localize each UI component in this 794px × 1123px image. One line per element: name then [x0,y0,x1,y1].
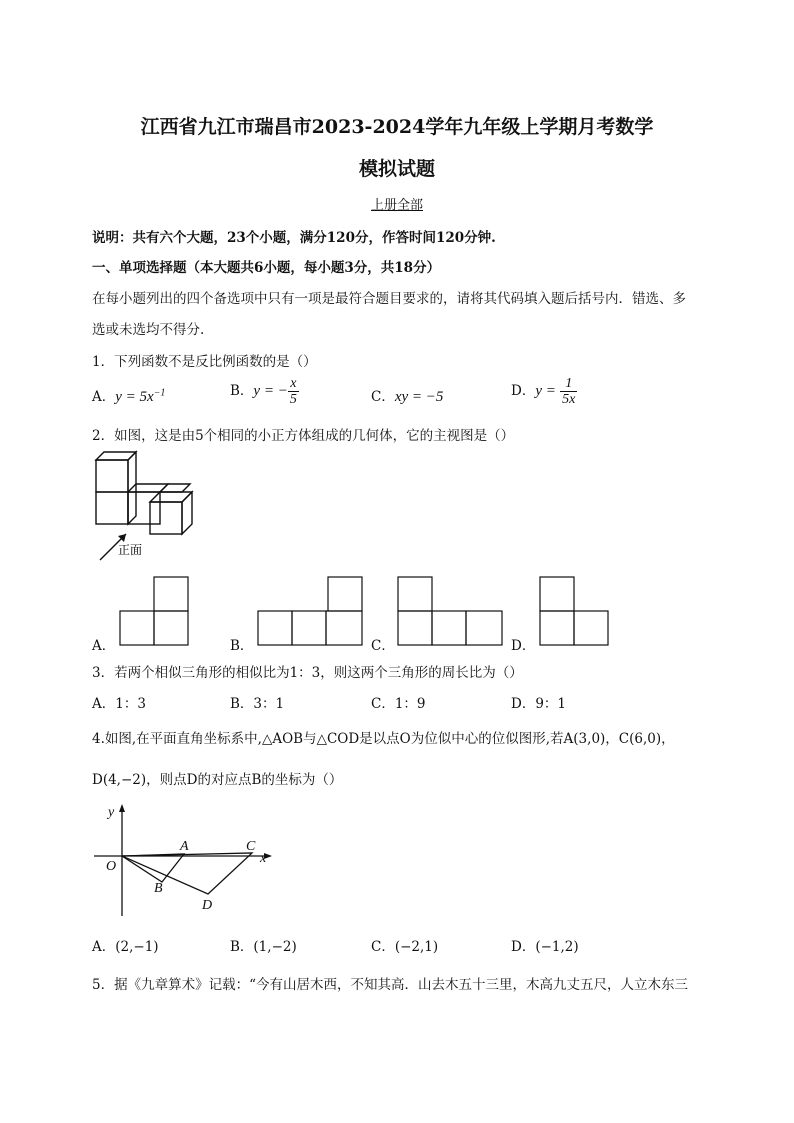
q2-stem: 2．如图，这是由5个相同的小正方体组成的几何体，它的主视图是（） [92,428,515,444]
q1-c-label: C． [371,389,395,405]
q1-b-den: 5 [289,392,297,407]
q1-d-label: D． [511,383,536,399]
q1-option-d [511,376,577,407]
q2-c-label: C． [371,638,395,654]
q1-c-expr: xy = −5 [394,389,444,405]
q4-y-axis-label: y [108,805,115,820]
q2-option-b-figure [256,576,364,648]
q2-cube-figure [90,448,230,566]
section-desc-line2: 选或未选均不得分. [92,322,205,338]
q2-d-label: D． [511,638,536,654]
q1-b-label: B． [230,383,254,399]
q1-b-num: x [288,376,299,392]
q3-stem: 3．若两个相似三角形的相似比为1：3，则这两个三角形的周长比为（） [92,665,523,681]
q4-option-b: B．(1,−2) [230,939,297,955]
q1-option-b [230,376,299,407]
page-title-line2: 模拟试题 [358,158,435,180]
q4-point-b: B [154,881,163,896]
q4-point-o: O [106,859,117,874]
q4-stem-line1: 4.如图,在平面直角坐标系中,△AOB与△COD是以点O为位似中心的位似图形,若A(3,0)，C(6,0)， [92,731,675,747]
q4-option-c: C．(−2,1) [371,939,439,955]
q4-point-a: A [180,839,189,854]
q1-a-expr: y = 5x [115,389,154,405]
instructions: 说明：共有六个大题，23个小题，满分120分，作答时间120分钟. [92,230,496,246]
page-title: 江西省九江市瑞昌市2023-2024学年九年级上学期月考数学 [140,116,654,138]
q1-d-num: 1 [560,376,577,392]
q1-d-fraction [560,376,577,407]
q3-option-b: B．3：1 [230,696,285,712]
q4-option-d: D．(−1,2) [511,939,579,955]
q5-stem: 5．据《九章算术》记载：“今有山居木西，不知其高．山去木五十三里，木高九丈五尺，人立木东三 [92,977,688,993]
q1-a-exp: −1 [153,387,166,399]
q3-option-a: A．1：3 [92,696,146,712]
section-heading: 一、单项选择题（本大题共6小题，每小题3分，共18分） [92,260,441,276]
q4-x-axis-label: x [260,851,267,866]
q2-a-label: A． [92,638,116,654]
q1-a-label: A． [92,389,116,405]
q1-option-c [371,385,443,406]
q3-option-d: D．9：1 [511,696,567,712]
q2-option-c-figure [396,576,504,648]
section-desc-line1: 在每小题列出的四个备选项中只有一项是最符合题目要求的，请将其代码填入题后括号内．错选、多 [92,291,686,307]
q2-b-label: B． [230,638,254,654]
q4-coordinate-figure [90,800,290,918]
q4-option-a: A．(2,−1) [92,939,159,955]
q1-b-fraction [288,376,299,407]
q4-stem-line2: D(4,−2)，则点D的对应点B的坐标为（） [92,772,343,788]
q1-d-lhs: y = [535,383,556,399]
q2-front-label: 正面 [118,543,143,557]
q1-stem: 1．下列函数不是反比例函数的是（） [92,354,317,370]
q1-d-den: 5x [562,392,576,407]
page-subtitle: 上册全部 [370,198,423,213]
q4-point-d: D [202,898,213,913]
q1-b-lhs: y = − [253,383,288,399]
q4-point-c: C [246,839,256,854]
q2-option-d-figure [538,576,610,648]
q3-option-c: C．1：9 [371,696,426,712]
q2-option-a-figure [118,576,190,648]
q1-option-a [92,385,165,406]
